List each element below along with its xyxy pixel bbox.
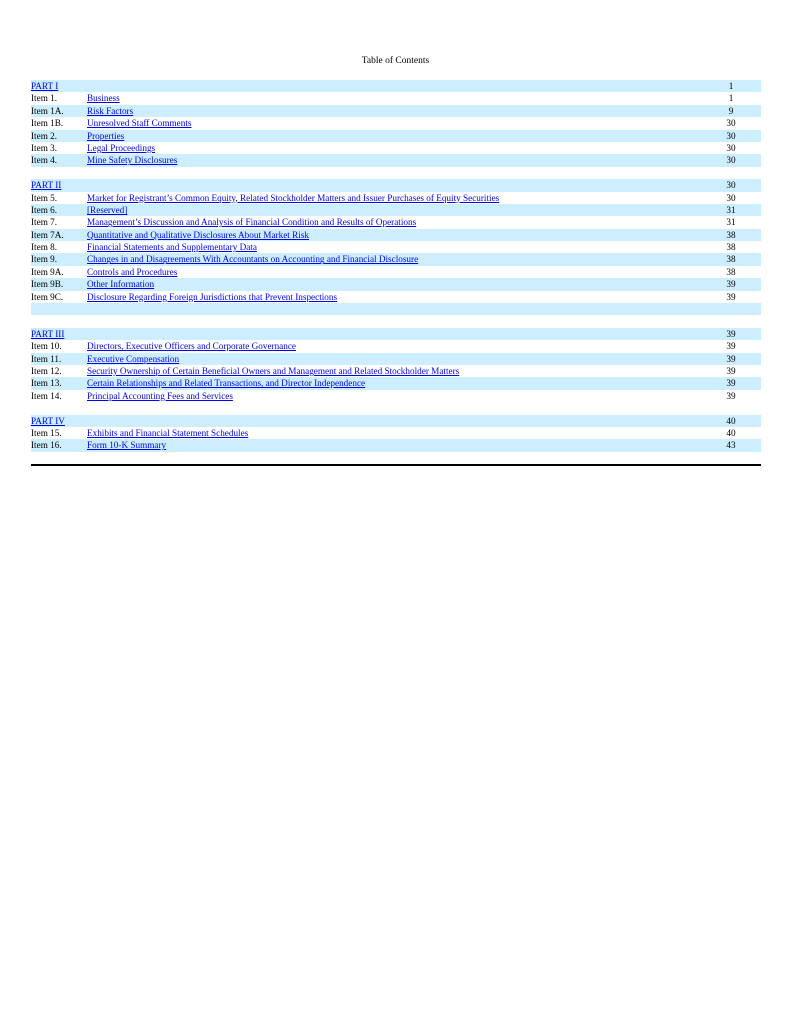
toc-row (31, 204, 761, 216)
item-number: Item 15. (31, 427, 62, 438)
item-number: Item 3. (31, 142, 58, 153)
toc-section (31, 415, 761, 452)
page-number: 30 (726, 192, 736, 203)
item-title-link[interactable]: Changes in and Disagreements With Accountants on Accounting and Financial Disclosure (87, 254, 419, 265)
item-title-link[interactable]: Principal Accounting Fees and Services (87, 390, 233, 401)
table-of-contents (31, 80, 761, 464)
part-header-row (31, 328, 761, 340)
item-number: Item 10. (31, 341, 62, 352)
item-title-link[interactable]: Risk Factors (87, 105, 134, 116)
item-title-link[interactable]: Executive Compensation (87, 353, 180, 364)
part-link[interactable]: PART I (31, 81, 59, 91)
item-number: Item 12. (31, 365, 62, 376)
page-number: 38 (726, 266, 736, 277)
item-title-link[interactable]: Unresolved Staff Comments (87, 118, 192, 129)
item-title-link[interactable]: [Reserved] (87, 204, 128, 215)
toc-row (31, 377, 761, 389)
toc-row (31, 130, 761, 142)
part-header-row (31, 80, 761, 92)
part-link[interactable]: PART IV (31, 415, 65, 426)
page-number: 43 (726, 440, 736, 451)
page-number: 39 (726, 328, 736, 339)
toc-row (31, 92, 761, 104)
toc-row (31, 439, 761, 451)
item-number: Item 9C. (31, 291, 64, 302)
page-title: Table of Contents (361, 56, 430, 66)
toc-row (31, 117, 761, 129)
toc-row (31, 253, 761, 265)
page-number: 30 (726, 130, 736, 141)
item-title-link[interactable]: Controls and Procedures (87, 266, 178, 277)
item-number: Item 14. (31, 390, 62, 401)
page-number: 30 (726, 118, 736, 129)
item-number: Item 7A. (31, 229, 64, 240)
page-divider (31, 464, 761, 466)
page-number: 39 (726, 378, 736, 389)
page-number: 30 (726, 180, 736, 191)
part-link[interactable]: PART II (31, 180, 62, 191)
item-number: Item 1A. (31, 105, 64, 116)
item-number: Item 8. (31, 242, 58, 253)
toc-row (31, 340, 761, 352)
toc-row (31, 427, 761, 439)
item-title-link[interactable]: Other Information (87, 279, 155, 290)
item-title-link[interactable]: Financial Statements and Supplementary Data (87, 242, 257, 253)
toc-row (31, 105, 761, 117)
item-title-link[interactable]: Market for Registrant’s Common Equity, Related Stockholder Matters and Issuer Purchases of Equity Securities (87, 192, 500, 203)
item-title-link[interactable]: Business (87, 93, 120, 104)
page-number: 1 (728, 93, 734, 104)
toc-row (31, 229, 761, 241)
item-number: Item 1. (31, 93, 58, 104)
part-link[interactable]: PART III (31, 328, 65, 339)
page-number: 38 (726, 242, 736, 253)
page-number: 38 (726, 254, 736, 265)
page-number: 31 (726, 217, 736, 228)
item-number: Item 6. (31, 204, 58, 215)
item-number: Item 2. (31, 130, 58, 141)
item-number: Item 11. (31, 353, 62, 364)
item-title-link[interactable]: Certain Relationships and Related Transactions, and Director Independence (87, 378, 366, 389)
toc-row (31, 142, 761, 154)
part-header-row (31, 179, 761, 191)
toc-row (31, 365, 761, 377)
spacer-row (31, 303, 761, 315)
item-title-link[interactable]: Properties (87, 130, 125, 141)
page-number: 9 (728, 105, 734, 116)
item-number: Item 13. (31, 378, 62, 389)
toc-row (31, 291, 761, 303)
page-number: 39 (726, 279, 736, 290)
item-title-link[interactable]: Directors, Executive Officers and Corporate Governance (87, 341, 297, 352)
page-number: 39 (726, 291, 736, 302)
page-number: 40 (726, 415, 736, 426)
item-title-link[interactable]: Mine Safety Disclosures (87, 155, 178, 166)
toc-row (31, 278, 761, 290)
page-number: 40 (726, 427, 736, 438)
item-number: Item 16. (31, 440, 62, 451)
toc-section (31, 179, 761, 315)
item-title-link[interactable]: Exhibits and Financial Statement Schedules (87, 427, 249, 438)
toc-row (31, 390, 761, 402)
item-number: Item 5. (31, 192, 58, 203)
item-number: Item 9. (31, 254, 58, 265)
page-number: 31 (726, 204, 736, 215)
toc-section (31, 80, 761, 167)
toc-row (31, 241, 761, 253)
toc-row (31, 154, 761, 166)
page-number: 39 (726, 353, 736, 364)
item-title-link[interactable]: Legal Proceedings (87, 142, 156, 153)
page-number: 38 (726, 229, 736, 240)
item-number: Item 7. (31, 217, 58, 228)
page-number: 30 (726, 155, 736, 166)
toc-row (31, 192, 761, 204)
page-number: 39 (726, 390, 736, 401)
page-number: 39 (726, 341, 736, 352)
item-title-link[interactable]: Disclosure Regarding Foreign Jurisdictions that Prevent Inspections (87, 291, 338, 302)
item-number: Item 9B. (31, 279, 64, 290)
toc-section (31, 328, 761, 402)
toc-row (31, 266, 761, 278)
item-title-link[interactable]: Quantitative and Qualitative Disclosures About Market Risk (87, 229, 309, 240)
page-number: 1 (728, 81, 734, 91)
item-title-link[interactable]: Form 10-K Summary (87, 440, 167, 451)
item-number: Item 4. (31, 155, 58, 166)
item-number: Item 1B. (31, 118, 64, 129)
part-header-row (31, 415, 761, 427)
page-number: 39 (726, 365, 736, 376)
item-title-link[interactable]: Management’s Discussion and Analysis of Financial Condition and Results of Operations (87, 217, 417, 228)
page-number: 30 (726, 142, 736, 153)
toc-row (31, 216, 761, 228)
toc-row (31, 353, 761, 365)
item-title-link[interactable]: Security Ownership of Certain Beneficial Owners and Management and Related Stockholder Matters (87, 365, 460, 376)
item-number: Item 9A. (31, 266, 64, 277)
